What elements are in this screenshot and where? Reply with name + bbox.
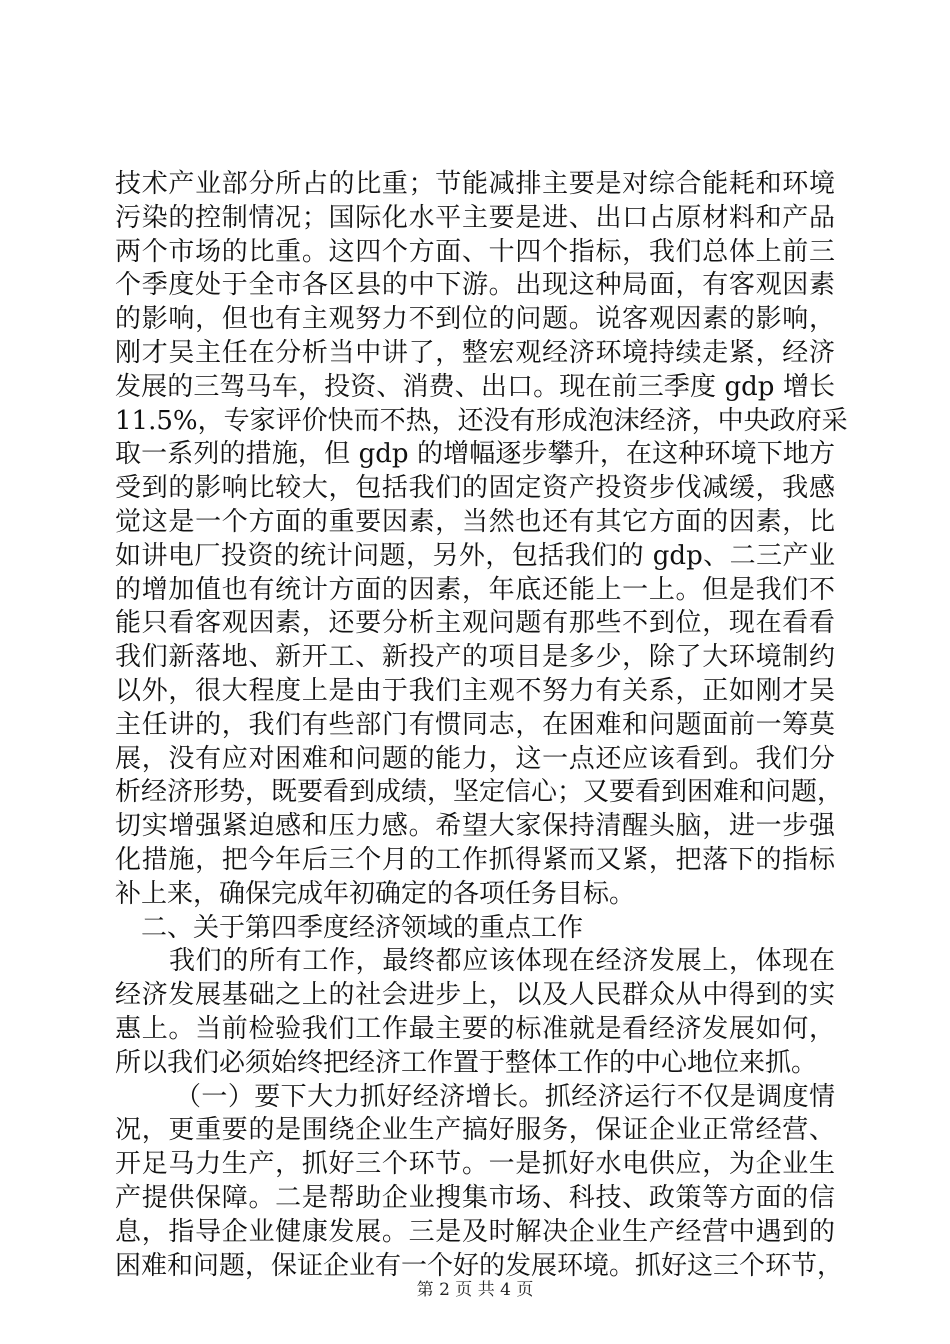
text-line: 惠上。当前检验我们工作最主要的标准就是看经济发展如何，	[115, 1013, 835, 1044]
text-line: 以外，很大程度上是由于我们主观不努力有关系，正如刚才吴	[115, 675, 835, 706]
text-line: 如讲电厂投资的统计问题，另外，包括我们的 gdp、二三产业	[115, 540, 835, 571]
text-line: 主任讲的，我们有些部门有惯同志，在困难和问题面前一筹莫	[115, 709, 835, 740]
text-line: 取一系列的措施，但 gdp 的增幅逐步攀升，在这种环境下地方	[115, 439, 835, 470]
page-footer: 第 2 页 共 4 页	[416, 1280, 534, 1300]
section-heading: 二、关于第四季度经济领域的重点工作	[141, 912, 584, 943]
text-line: 息，指导企业健康发展。三是及时解决企业生产经营中遇到的	[115, 1216, 835, 1247]
text-line: 补上来，确保完成年初确定的各项任务目标。	[115, 878, 636, 909]
text-line: 经济发展基础之上的社会进步上，以及人民群众从中得到的实	[115, 980, 835, 1011]
text-line: 开足马力生产，抓好三个环节。一是抓好水电供应，为企业生	[115, 1149, 835, 1180]
text-line: 所以我们必须始终把经济工作置于整体工作的中心地位来抓。	[115, 1047, 818, 1078]
text-line: 的影响，但也有主观努力不到位的问题。说客观因素的影响，	[115, 304, 835, 335]
text-line: 况，更重要的是围绕企业生产搞好服务，保证企业正常经营、	[115, 1115, 835, 1146]
text-line: 刚才吴主任在分析当中讲了，整宏观经济环境持续走紧，经济	[115, 337, 835, 368]
text-line: 的增加值也有统计方面的因素，年底还能上一上。但是我们不	[115, 574, 835, 605]
text-line: 化措施，把今年后三个月的工作抓得紧而又紧，把落下的指标	[115, 844, 835, 875]
text-line: 能只看客观因素，还要分析主观问题有那些不到位，现在看看	[115, 608, 835, 639]
text-line: 切实增强紧迫感和压力感。希望大家保持清醒头脑，进一步强	[115, 811, 835, 842]
text-line: 个季度处于全市各区县的中下游。出现这种局面，有客观因素	[115, 270, 835, 301]
text-line: 发展的三驾马车，投资、消费、出口。现在前三季度 gdp 增长	[115, 371, 835, 402]
body-text	[115, 168, 848, 1283]
text-line: 我们的所有工作，最终都应该体现在经济发展上，体现在	[169, 946, 835, 977]
text-line: 产提供保障。二是帮助企业搜集市场、科技、政策等方面的信	[115, 1182, 835, 1213]
text-line: 污染的控制情况；国际化水平主要是进、出口占原材料和产品	[115, 202, 835, 233]
text-line: 析经济形势，既要看到成绩，坚定信心；又要看到困难和问题，	[115, 777, 844, 808]
text-line: 困难和问题，保证企业有一个好的发展环境。抓好这三个环节，	[115, 1250, 844, 1281]
text-line: 两个市场的比重。这四个方面、十四个指标，我们总体上前三	[115, 236, 835, 267]
text-line: 我们新落地、新开工、新投产的项目是多少，除了大环境制约	[115, 642, 835, 673]
text-line: 技术产业部分所占的比重；节能减排主要是对综合能耗和环境	[115, 169, 835, 199]
text-line: 展，没有应对困难和问题的能力，这一点还应该看到。我们分	[115, 743, 835, 774]
text-line: （一）要下大力抓好经济增长。抓经济运行不仅是调度情	[175, 1081, 835, 1112]
text-line: 11.5%，专家评价快而不热，还没有形成泡沫经济，中央政府采	[115, 405, 848, 436]
text-line: 觉这是一个方面的重要因素，当然也还有其它方面的因素，比	[115, 506, 835, 537]
text-line: 受到的影响比较大，包括我们的固定资产投资步伐减缓，我感	[115, 473, 835, 504]
